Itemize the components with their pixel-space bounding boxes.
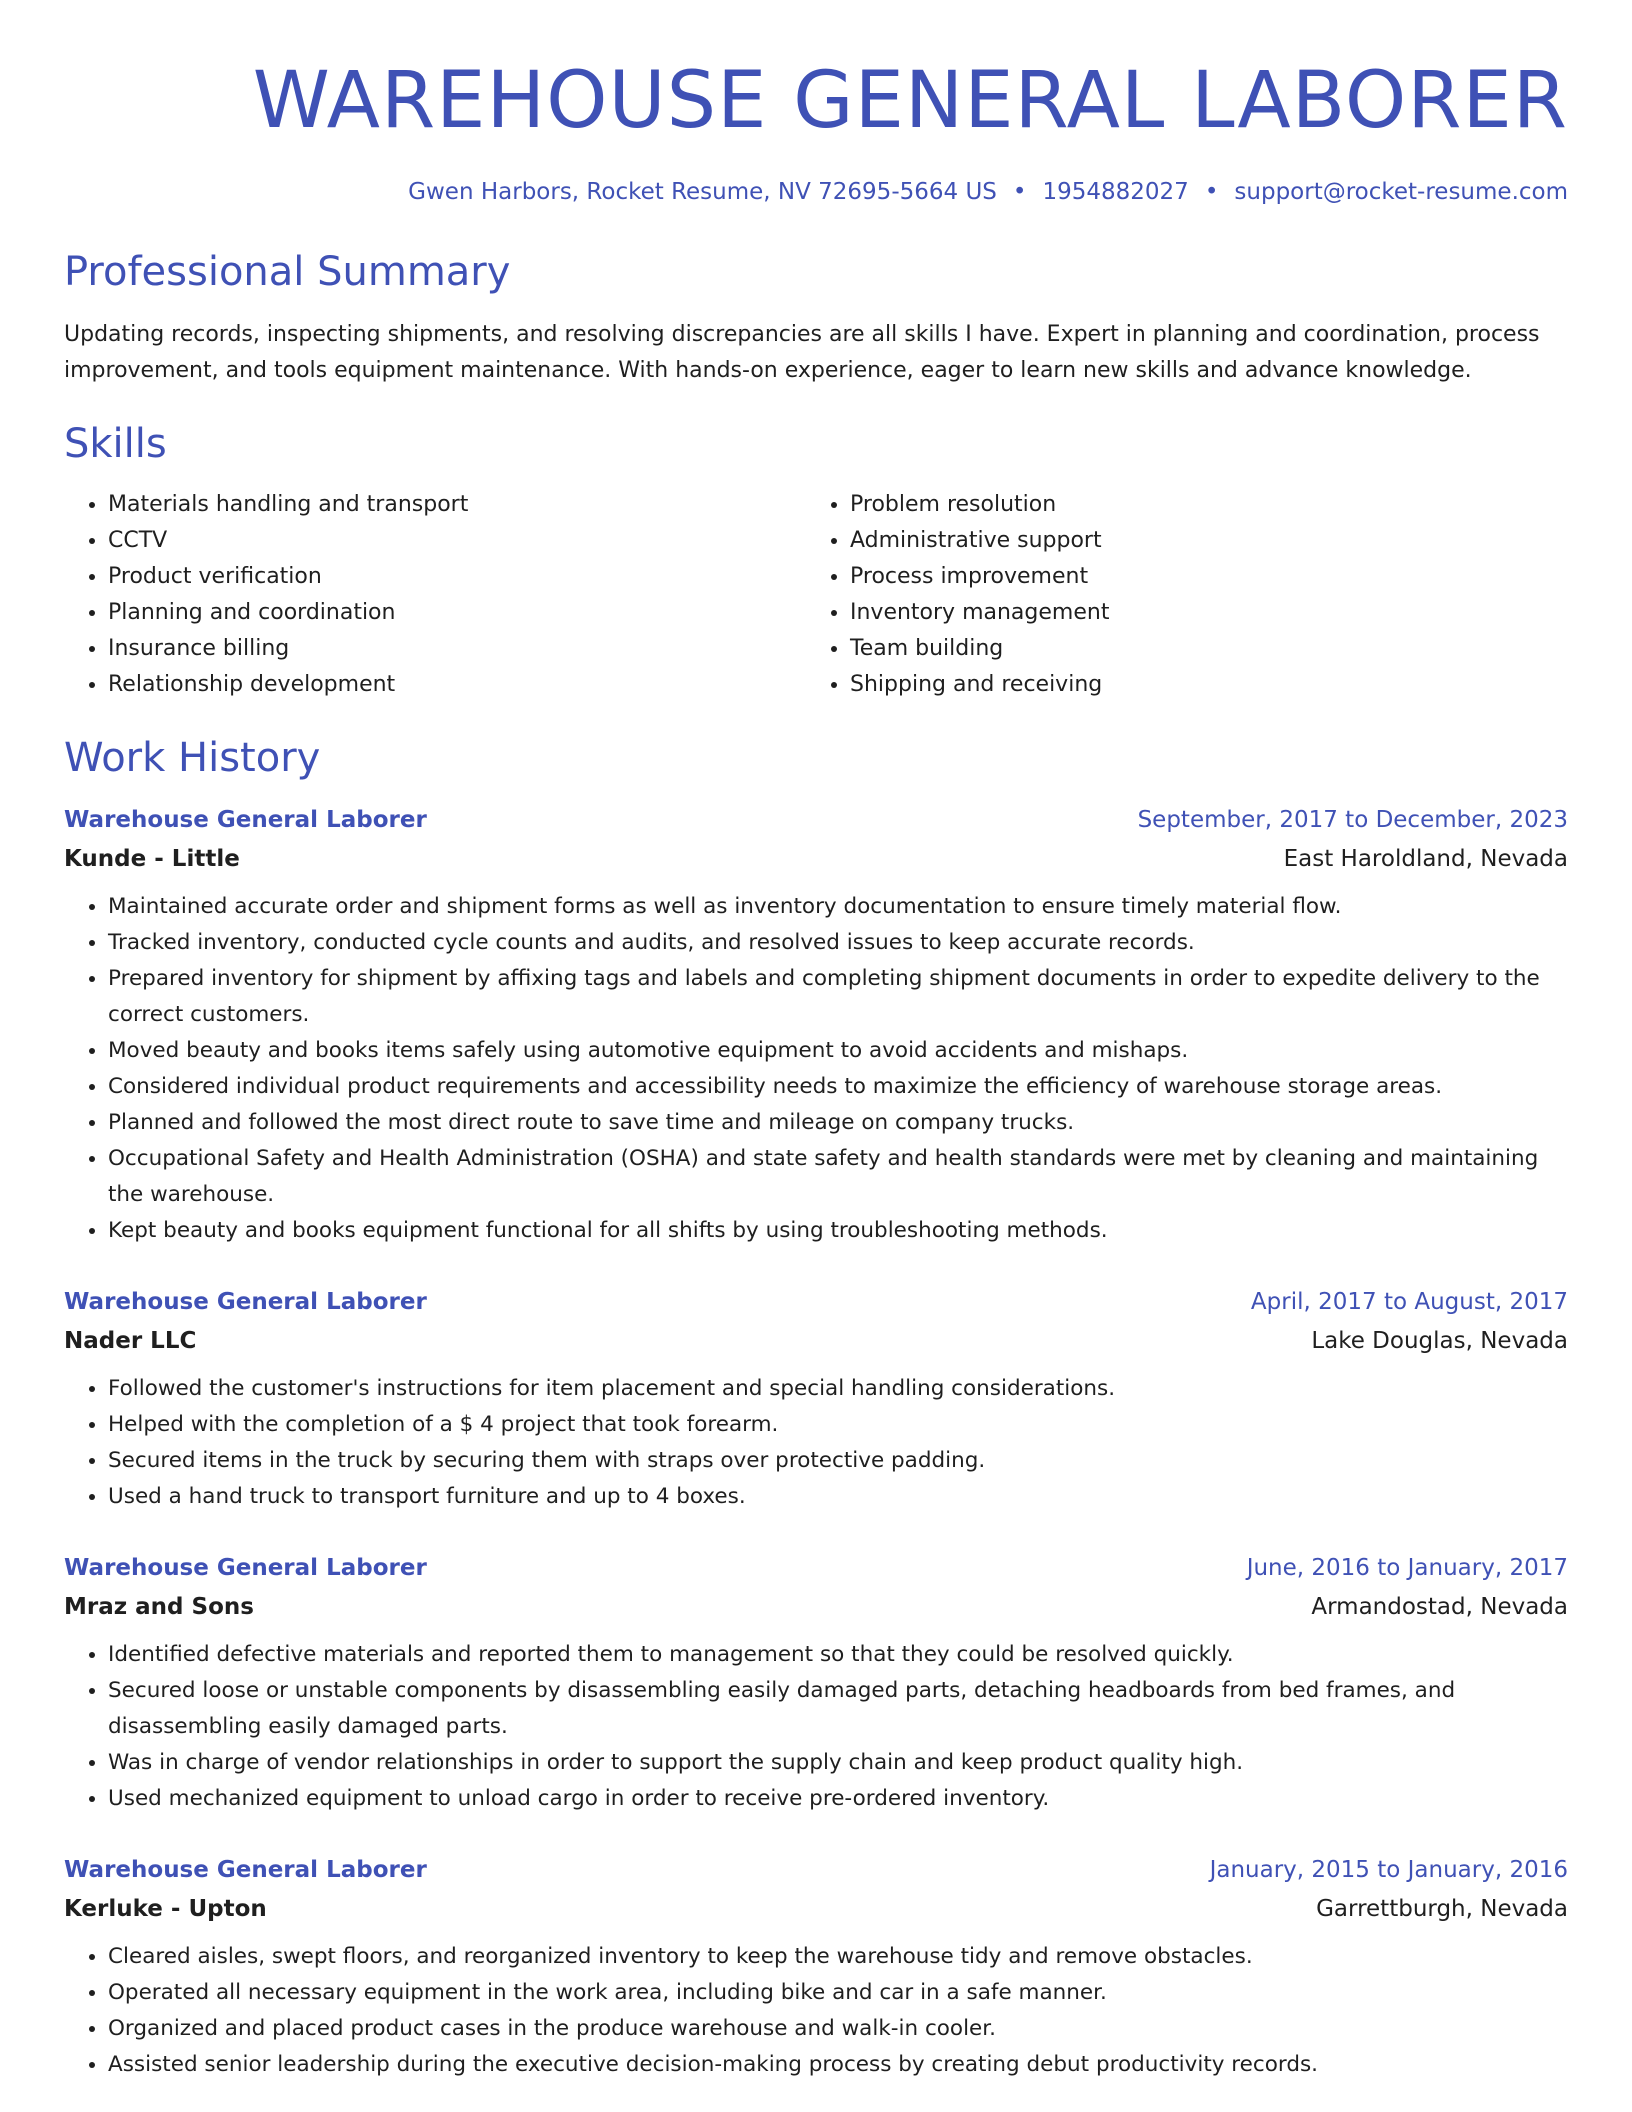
skill-item: • Inventory management <box>850 595 1548 631</box>
job-bullet: • Planned and followed the most direct route to save time and mileage on company trucks. <box>108 1105 1568 1141</box>
job-location: Garrettburgh, Nevada <box>1316 1896 1568 1922</box>
job-header <box>64 1283 1568 1321</box>
job-entry <box>64 801 1568 1249</box>
summary-heading: Professional Summary <box>64 249 511 295</box>
job-company: Kunde - Little <box>64 846 240 872</box>
contact-address: Gwen Harbors, Rocket Resume, NV 72695-5664 US <box>408 179 997 205</box>
job-title: Warehouse General Laborer <box>64 1289 427 1315</box>
job-dates: April, 2017 to August, 2017 <box>1250 1289 1568 1315</box>
job-bullet: • Considered individual product requirements and accessibility needs to maximize the efficiency of warehouse storage areas. <box>108 1069 1568 1105</box>
job-bullet: • Secured loose or unstable components by disassembling easily damaged parts, detaching headboards from bed frames, and disassembling easily damaged parts. <box>108 1673 1568 1745</box>
job-bullet: • Tracked inventory, conducted cycle counts and audits, and resolved issues to keep accurate records. <box>108 925 1568 961</box>
job-bullet: • Used mechanized equipment to unload cargo in order to receive pre-ordered inventory. <box>108 1781 1568 1817</box>
resume-name: WAREHOUSE GENERAL LABORER <box>252 56 1568 146</box>
job-bullet: • Moved beauty and books items safely using automotive equipment to avoid accidents and mishaps. <box>108 1033 1568 1069</box>
skill-item: • Administrative support <box>850 523 1548 559</box>
skills-list <box>64 487 1568 703</box>
job-bullet: • Kept beauty and books equipment functional for all shifts by using troubleshooting methods. <box>108 1213 1568 1249</box>
job-subheader <box>64 1587 1568 1627</box>
job-subheader <box>64 1889 1568 1929</box>
job-company: Kerluke - Upton <box>64 1896 267 1922</box>
job-bullet: • Helped with the completion of a $ 4 project that took forearm. <box>108 1407 1568 1443</box>
job-subheader <box>64 839 1568 879</box>
job-header <box>64 1851 1568 1889</box>
resume-page <box>64 0 1568 2083</box>
skills-heading: Skills <box>64 421 167 467</box>
skill-item: • Insurance billing <box>108 631 806 667</box>
job-dates: September, 2017 to December, 2023 <box>1137 807 1568 833</box>
contact-phone: 1954882027 <box>1042 179 1189 205</box>
job-company: Mraz and Sons <box>64 1594 254 1620</box>
job-header <box>64 801 1568 839</box>
skills-column-left <box>64 487 806 703</box>
skill-item: • Shipping and receiving <box>850 667 1548 703</box>
skill-item: • Planning and coordination <box>108 595 806 631</box>
job-bullets <box>64 1637 1568 1817</box>
contact-line <box>64 177 1568 207</box>
skills-column-right <box>806 487 1548 703</box>
job-dates: June, 2016 to January, 2017 <box>1246 1555 1568 1581</box>
job-bullet: • Prepared inventory for shipment by affixing tags and labels and completing shipment documents in order to expedite delivery to the correct customers. <box>108 961 1568 1033</box>
contact-separator: • <box>1204 179 1219 205</box>
job-bullet: • Operated all necessary equipment in the work area, including bike and car in a safe manner. <box>108 1975 1568 2011</box>
job-title: Warehouse General Laborer <box>64 1857 427 1883</box>
job-bullet: • Maintained accurate order and shipment forms as well as inventory documentation to ensure timely material flow. <box>108 889 1568 925</box>
job-entry <box>64 1549 1568 1817</box>
job-bullet: • Assisted senior leadership during the executive decision-making process by creating debut productivity records. <box>108 2047 1568 2083</box>
job-entry <box>64 1283 1568 1515</box>
job-bullet: • Identified defective materials and reported them to management so that they could be resolved quickly. <box>108 1637 1568 1673</box>
work-history-heading: Work History <box>64 735 321 781</box>
job-bullet: • Organized and placed product cases in the produce warehouse and walk-in cooler. <box>108 2011 1568 2047</box>
job-bullet: • Followed the customer's instructions for item placement and special handling considerations. <box>108 1371 1568 1407</box>
skill-item: • Team building <box>850 631 1548 667</box>
job-bullets <box>64 1371 1568 1515</box>
job-title: Warehouse General Laborer <box>64 1555 427 1581</box>
skill-item: • Process improvement <box>850 559 1548 595</box>
job-entry <box>64 1851 1568 2083</box>
job-dates: January, 2015 to January, 2016 <box>1209 1857 1568 1883</box>
summary-text: Updating records, inspecting shipments, and resolving discrepancies are all skills I have. Expert in planning and coordination, process improvement, and tools equipment maintenance. With hands-on experience, eager to learn new skills and advance knowledge. <box>64 322 1540 383</box>
job-location: East Haroldland, Nevada <box>1283 846 1568 872</box>
contact-separator: • <box>1012 179 1027 205</box>
skill-item: • CCTV <box>108 523 806 559</box>
skill-item: • Problem resolution <box>850 487 1548 523</box>
job-location: Armandostad, Nevada <box>1311 1594 1568 1620</box>
job-company: Nader LLC <box>64 1328 197 1354</box>
job-bullets <box>64 889 1568 1249</box>
contact-email: support@rocket-resume.com <box>1234 179 1568 205</box>
job-location: Lake Douglas, Nevada <box>1311 1328 1568 1354</box>
job-subheader <box>64 1321 1568 1361</box>
job-bullet: • Occupational Safety and Health Administration (OSHA) and state safety and health standards were met by cleaning and maintaining the warehouse. <box>108 1141 1568 1213</box>
job-bullet: • Was in charge of vendor relationships in order to support the supply chain and keep product quality high. <box>108 1745 1568 1781</box>
job-header <box>64 1549 1568 1587</box>
job-bullet: • Cleared aisles, swept floors, and reorganized inventory to keep the warehouse tidy and remove obstacles. <box>108 1939 1568 1975</box>
job-bullets <box>64 1939 1568 2083</box>
skill-item: • Product verification <box>108 559 806 595</box>
job-bullet: • Used a hand truck to transport furniture and up to 4 boxes. <box>108 1479 1568 1515</box>
skill-item: • Relationship development <box>108 667 806 703</box>
skill-item: • Materials handling and transport <box>108 487 806 523</box>
job-bullet: • Secured items in the truck by securing them with straps over protective padding. <box>108 1443 1568 1479</box>
job-title: Warehouse General Laborer <box>64 807 427 833</box>
